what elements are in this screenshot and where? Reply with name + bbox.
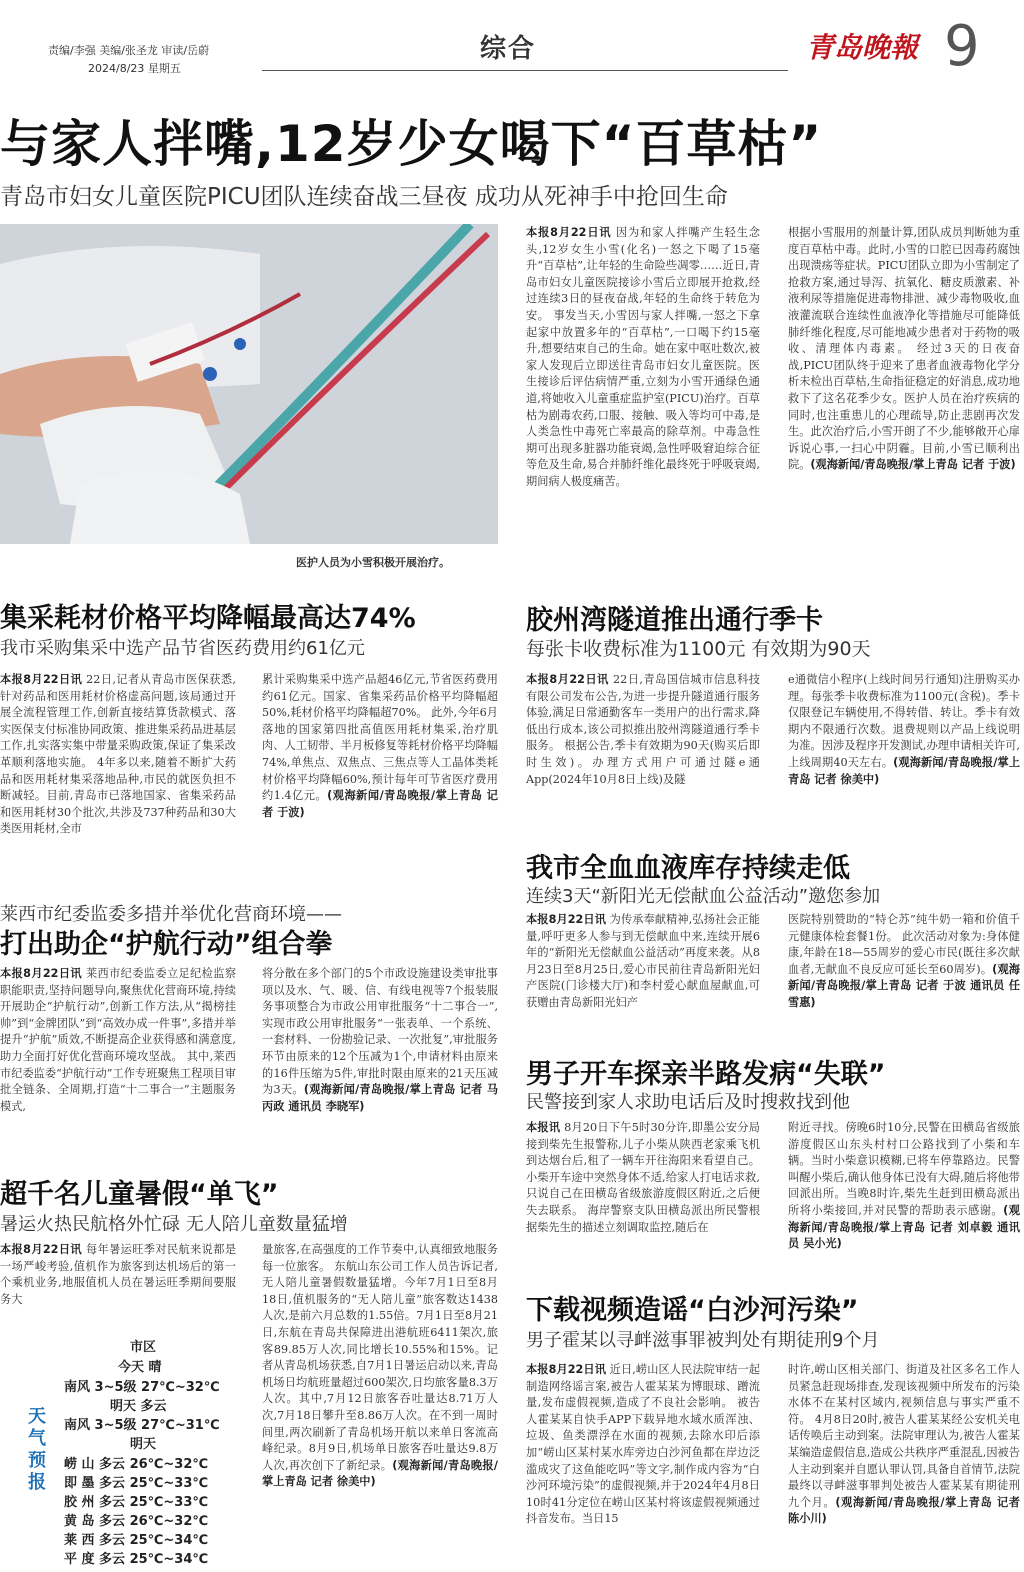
story3-body-2: 量旅客,在高强度的工作节奏中,认真细致地服务每一位旅客。 东航山东公司工作人员告诉记者,无人陪儿童暑假数量猛增。今年7月1日至8月18日,值机服务的“无人陪儿童”旅客数达1438人次,是前六月总数的1.55倍。7月1日至8月21日,东航在青岛共保障进出港航班6411架次,旅客89.85万人次,同比增长10.55%和15%。记者从青岛机场获悉,自7月1日暑运启动以来,青岛机场日均航班量超过600架次,日均旅客量8.3万人次。其中,7月12日旅客吞吐量达8.71万人次,7月18日攀升至8.86万人次。在不到一周时间里,两次刷新了青岛机场开航以来单日客流高峰纪录。8月9日,机场单日旅客吞吐量达9.8万人次,再次创下了新纪录。 <box>262 1243 498 1472</box>
lead-column-1 <box>526 225 760 570</box>
header-rule <box>262 70 788 71</box>
story5-dateline: 本报8月22日讯 <box>526 913 607 926</box>
story6-dateline: 本报讯 <box>526 1121 561 1134</box>
lead-column-2 <box>788 225 1020 570</box>
weather-row: 市区 <box>130 1340 157 1355</box>
story3-body-1: 每年暑运旺季对民航来说都是一场严峻考验,值机作为旅客到达机场后的第一个乘机业务,地服值机人员在暑运旺季期间要服务大 <box>0 1243 236 1306</box>
story7-column-1 <box>526 1362 760 1568</box>
story7-subtitle: 男子霍某以寻衅滋事罪被判处有期徒刑9个月 <box>526 1330 880 1351</box>
story1-column-1 <box>0 672 236 882</box>
lead-dateline: 本报8月22日讯 <box>526 226 612 239</box>
story6-title: 男子开车探亲半路发病“失联” <box>526 1059 886 1090</box>
story4-credit: (观海新闻/青岛晚报/掌上青岛 记者 徐美中) <box>788 755 1020 786</box>
story6-credit: (观海新闻/青岛晚报/掌上青岛 记者 刘卓毅 通讯员 吴小光) <box>788 1203 1020 1251</box>
story3-column-1 <box>0 1242 236 1322</box>
story5-title: 我市全血血液库存持续走低 <box>526 853 850 884</box>
weather-row: 即 墨 多云 25℃~33℃ <box>64 1476 209 1491</box>
lead-credit: (观海新闻/青岛晚报/掌上青岛 记者 于波) <box>810 458 1016 472</box>
story4-column-1 <box>526 672 760 832</box>
lead-body-1: 因为和家人拌嘴产生轻生念头,12岁女生小雪(化名)一怒之下喝了15毫升“百草枯”,让年轻的生命险些凋零……近日,青岛市妇女儿童医院接诊小雪后立即展开抢救,经过连续3日的昼夜奋战,年轻的生命终于转危为安。 事发当天,小雪因与家人拌嘴,一怒之下拿起家中放置多年的“百草枯”,一口喝下约15毫升,想要结束自己的生命。她在家中呕吐数次,被家人发现后立即送往青岛市妇女儿童医院。医生接诊后评估病情严重,立刻为小雪开通绿色通道,将她收入儿童重症监护室(PICU)治疗。百草枯为剧毒农药,口服、接触、吸入等均可中毒,是人类急性中毒死亡率最高的除草剂。中毒急性期可出现多脏器功能衰竭,急性呼吸窘迫综合征等危及生命,易合并肺纤维化最终死于呼吸衰竭,期间病人极度痛苦。 <box>526 226 760 488</box>
story7-dateline: 本报8月22日讯 <box>526 1363 607 1376</box>
story5-column-2 <box>788 912 1020 1036</box>
story4-body-2: e通微信小程序(上线时间另行通知)注册购买办理。每张季卡收费标准为1100元(含税)。季卡仅限登记车辆使用,不得转借、转让。季卡有效期内不限通行次数。退费规则以产品上线说明为准。因涉及程序开发测试,办理申请相关许可,上线周期40天左右。 <box>788 673 1020 769</box>
weather-tag: 天气预报 <box>22 1400 48 1500</box>
story3-credit: (观海新闻/青岛晚报/掌上青岛 记者 徐美中) <box>262 1458 498 1489</box>
story4-subtitle: 每张卡收费标准为1100元 有效期为90天 <box>526 638 871 660</box>
lead-photo <box>0 224 498 544</box>
story4-dateline: 本报8月22日讯 <box>526 673 609 686</box>
lead-headline: 与家人拌嘴,12岁少女喝下“百草枯” <box>0 115 823 173</box>
story2-column-2 <box>262 966 498 1156</box>
story1-column-2 <box>262 672 498 882</box>
story5-body-1: 为传承奉献精神,弘扬社会正能量,呼吁更多人参与到无偿献血中来,连续开展6年的“新阳光无偿献血公益活动”再度来袭。从8月23日至8月25日,爱心市民前往青岛新阳光妇产医院(门诊楼大厅)和李村爱心献血屋献血,可获赠由青岛新阳光妇产 <box>526 913 760 1009</box>
weather-row: 明天 多云 <box>110 1399 167 1414</box>
story2-body-1: 莱西市纪委监委立足纪检监察职能职责,坚持问题导向,聚焦优化营商环境,持续开展助企“护航行动”,创新工作方法,从“揭榜挂帅”到“金牌团队”到“高效办成一件事”,多措并举提升“护航”质效,不断提高企业获得感和满意度,助力全面打好优化营商环境攻坚战。 其中,莱西市纪委监委“护航行动”工作专班聚焦工程项目审批全链条、全周期,打造“十二事合一”主题服务模式, <box>0 967 236 1113</box>
header-meta <box>48 42 209 78</box>
story6-subtitle: 民警接到家人求助电话后及时搜救找到他 <box>526 1092 850 1113</box>
issue-date: 2024/8/23 星期五 <box>88 62 181 75</box>
editors-line: 责编/李强 美编/张圣龙 审读/岳蔚 <box>48 44 210 57</box>
photo-caption: 医护人员为小雪积极开展治疗。 <box>296 556 450 569</box>
story6-column-1 <box>526 1120 760 1280</box>
weather-row: 平 度 多云 25℃~34℃ <box>64 1552 209 1567</box>
story3-title: 超千名儿童暑假“单飞” <box>0 1179 279 1210</box>
story7-column-2 <box>788 1362 1020 1568</box>
weather-row: 胶 州 多云 25℃~33℃ <box>64 1495 209 1510</box>
weather-row: 南风 3~5级 27℃~32℃ <box>64 1380 220 1395</box>
story3-column-2 <box>262 1242 498 1572</box>
story1-body-1: 22日,记者从青岛市医保获悉,针对药品和医用耗材价格虚高问题,该局通过开展全流程管理工作,创新直接结算货款模式、落实医保支付标准协同政策、推进集采药品进基层工作,扎实落实集中带量采购政策,保证了集采改革顺利落地实施。 4年多以来,随着不断扩大药品和医用耗材集采落地品种,市民的就医负担不断减轻。目前,青岛市已落地国家、省集采药品和医用耗材30个批次,共涉及737种药品和30大类医用耗材,全市 <box>0 673 236 836</box>
weather-row: 莱 西 多云 25℃~34℃ <box>64 1533 209 1548</box>
weather-row: 南风 3~5级 27℃~31℃ <box>64 1418 220 1433</box>
story4-body-1: 22日,青岛国信城市信息科技有限公司发布公告,为进一步提升隧道通行服务体验,满足日常通勤客车一类用户的出行需求,降低出行成本,该公司拟推出胶州湾隧道通行季卡服务。 根据公告,季卡有效期为90天(购买后即时生效)。办理方式用户可通过隧e通App(2024年10月8日上线)及隧 <box>526 673 760 786</box>
story1-dateline: 本报8月22日讯 <box>0 673 83 686</box>
story1-subtitle: 我市采购集采中选产品节省医药费用约61亿元 <box>0 638 365 659</box>
story1-title: 集采耗材价格平均降幅最高达74% <box>0 603 416 634</box>
story6-body-2: 附近寻找。傍晚6时10分,民警在田横岛省级旅游度假区山东头村村口公路找到了小柴和车辆。当时小柴意识模糊,已将车停靠路边。民警叫醒小柴后,确认他身体已没有大碍,随后将他带回派出所。当晚8时许,柴先生赶到田横岛派出所将小柴接回,并对民警的帮助表示感谢。 <box>788 1121 1020 1217</box>
lead-body-2: 根据小雪服用的剂量计算,团队成员判断她为重度百草枯中毒。此时,小雪的口腔已因毒药腐蚀出现溃疡等症状。PICU团队立即为小雪制定了抢救方案,通过导泻、抗氧化、糖皮质激素、补液利尿等措施促进毒物排泄、减少毒物吸收,血液灌流联合连续性血液净化等措施尽可能降低肺纤维化程度,尽可能地减少患者对于药物的吸收、清理体内毒素。 经过3天的日夜奋战,PICU团队终于迎来了患者血液毒物化学分析未检出百草枯,生命指征稳定的好消息,成功地救下了这名花季少女。医护人员在治疗疾病的同时,也注重患儿的心理疏导,防止悲剧再次发生。此次治疗后,小雪开朗了不少,能够敞开心扉诉说心事,一扫心中阴霾。目前,小雪已顺利出院。 <box>788 226 1020 472</box>
story2-kicker: 莱西市纪委监委多措并举优化营商环境—— <box>0 904 342 925</box>
story5-credit: (观海新闻/青岛晚报/掌上青岛 记者 于波 通讯员 任雪惠) <box>788 962 1020 1009</box>
story2-body-2: 将分散在多个部门的5个市政设施建设类审批事项以及水、气、暖、信、有线电视等7个报装服务事项整合为市政公用审批服务“十二事合一”,实现市政公用审批服务“一张表单、一个系统、一套材料、一份勘验记录、一次批复”,审批服务环节由原来的12个压减为1个,申请材料由原来的16件压缩为5件,审批时限由原来的21天压减为3天。 <box>262 967 498 1097</box>
section-title: 综合 <box>480 34 537 64</box>
story4-column-2 <box>788 672 1020 832</box>
story5-subtitle: 连续3天“新阳光无偿献血公益活动”邀您参加 <box>526 886 881 907</box>
lead-subhead: 青岛市妇女儿童医院PICU团队连续奋战三昼夜 成功从死神手中抢回生命 <box>0 184 728 210</box>
story7-body-2: 时许,崂山区相关部门、街道及社区多名工作人员紧急赶现场排查,发现该视频中所发布的污染水体不在某村区域内,视频信息与事实严重不符。 4月8日20时,被告人霍某某经公安机关电话传唤后主动到案。法院审理认为,被告人霍某某编造虚假信息,造成公共秩序严重混乱,因被告人主动到案并自愿认罪认罚,具备自首情节,法院最终以寻衅滋事罪判处被告人霍某某有期徒刑九个月。 <box>788 1363 1020 1509</box>
newspaper-logo: 青岛晚報 <box>806 31 919 64</box>
weather-row: 明天 <box>130 1437 157 1452</box>
treatment-photo-illustration <box>0 224 498 544</box>
story6-column-2 <box>788 1120 1020 1280</box>
story3-subtitle: 暑运火热民航格外忙碌 无人陪儿童数量猛增 <box>0 1214 348 1235</box>
story3-dateline: 本报8月22日讯 <box>0 1243 82 1256</box>
story6-body-1: 8月20日下午5时30分许,即墨公安分局接到柴先生报警称,儿子小柴从陕西老家乘飞机到达烟台后,租了一辆车开往海阳来看望自己。小柴开车途中突然身体不适,给家人打电话求救,只说自己在田横岛省级旅游度假区附近,之后便失去联系。 海岸警察支队田横岛派出所民警根据柴先生的描述立刻调取监控,随后在 <box>526 1121 760 1234</box>
story2-credit: (观海新闻/青岛晚报/掌上青岛 记者 马丙政 通讯员 李晓军) <box>262 1083 498 1113</box>
story2-dateline: 本报8月22日讯 <box>0 967 82 980</box>
story1-credit: (观海新闻/青岛晚报/掌上青岛 记者 于波) <box>262 789 498 819</box>
weather-row: 今天 晴 <box>118 1360 162 1375</box>
page-number: 9 <box>944 14 980 79</box>
story5-column-1 <box>526 912 760 1036</box>
story7-body-1: 近日,崂山区人民法院审结一起制造网络谣言案,被告人霍某某为博眼球、蹭流量,发布虚假视频,造成了不良社会影响。 被告人霍某某自快手APP下载异地水域水质浑浊、垃圾、鱼类漂浮在水面的视频,去除水印后添加“崂山区某村某水库旁边白沙河鱼都在岸边泛滥成灾了这鱼能吃吗”等文字,制作成内容为“白沙河环境污染”的虚假视频,并于2024年4月8日10时41分定位在崂山区某村将该虚假视频通过抖音发布。当日15 <box>526 1363 760 1526</box>
story7-credit: (观海新闻/青岛晚报/掌上青岛 记者 陈小川) <box>788 1495 1020 1526</box>
story5-body-2: 医院特别赞助的“特仑苏”纯牛奶一箱和价值千元健康体检套餐1份。 此次活动对象为:身体健康,年龄在18—55周岁的爱心市民(既往多次献血者,无献血不良反应可延长至60周岁)。 <box>788 913 1020 976</box>
story2-column-1 <box>0 966 236 1156</box>
story7-title: 下载视频造谣“白沙河污染” <box>526 1295 859 1326</box>
weather-row: 黄 岛 多云 26℃~32℃ <box>64 1514 209 1529</box>
story4-title: 胶州湾隧道推出通行季卡 <box>526 605 823 636</box>
weather-row: 崂 山 多云 26℃~32℃ <box>64 1457 209 1472</box>
story1-body-2: 累计采购集采中选产品超46亿元,节省医药费用约61亿元。国家、省集采药品价格平均降幅超50%,耗材价格平均降幅超70%。 此外,今年6月落地的国家第四批高值医用耗材集采,治疗肌肉、人工韧带、半月板修复等耗材价格平均降幅74%,单焦点、双焦点、三焦点等人工晶体类耗材价格平均降幅60%,预计每年可节省医疗费用约1.4亿元。 <box>262 673 498 803</box>
story2-title: 打出助企“护航行动”组合拳 <box>0 929 333 960</box>
